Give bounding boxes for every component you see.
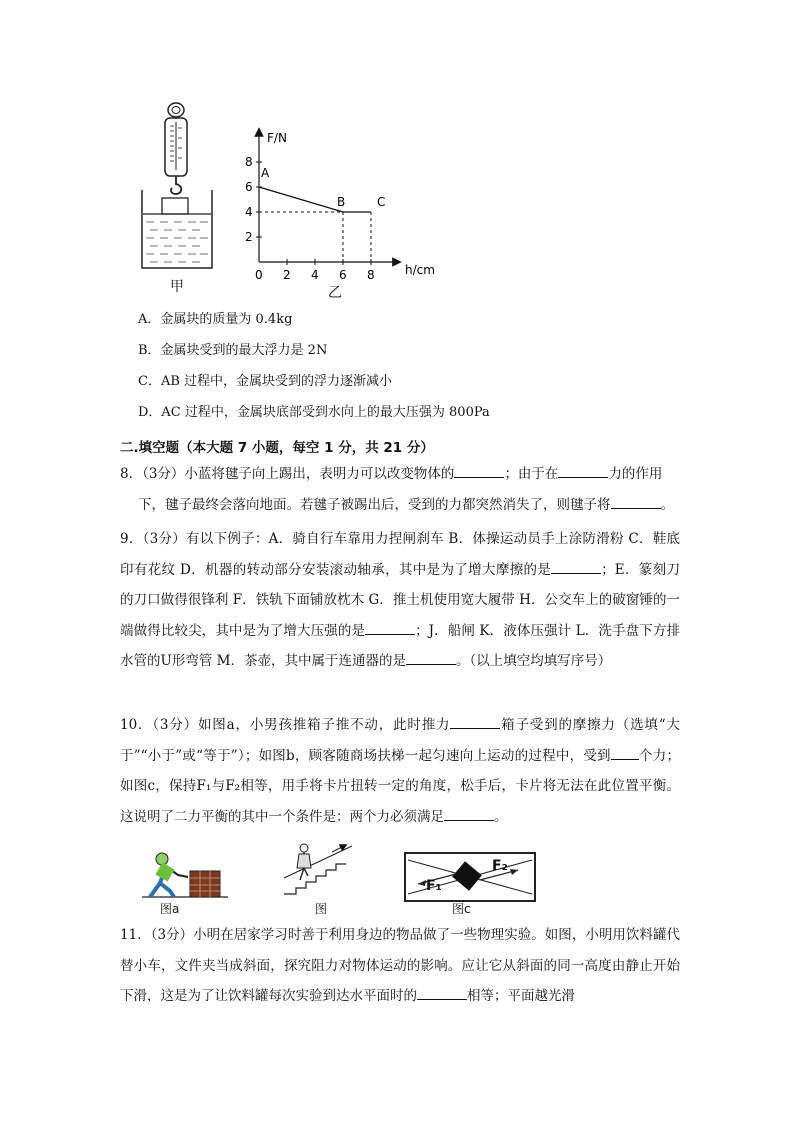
x-axis-label: h/cm (405, 263, 435, 277)
blank[interactable] (558, 463, 608, 478)
blank[interactable] (611, 745, 639, 760)
force-depth-graph (245, 98, 455, 298)
blank[interactable] (444, 806, 494, 821)
point-label-a: A (261, 166, 270, 180)
force-f2-label: F₂ (492, 858, 508, 874)
x-tick-label: 2 (283, 268, 291, 282)
blank[interactable] (454, 463, 504, 478)
question-9: 9．（3分）有以下例子：A．骑自行车靠用力捏闸刹车 B．体操运动员手上涂防滑粉 C．鞋底印有花纹 D．机器的转动部分安装滚动轴承，其中是为了增大摩擦的是 ；E．篆刻刀的刀口做得很锋利 F．铁轨下面铺放枕木 G．推土机使用宽大履带 H．公交车上的破窗锤的一端做得比较尖，其中是为了增大压强的是 ；J．船闸 K．液体压强计 L．洗手盘下方排水管的U形弯管 M．茶壶，其中属于连通器的是 。（以上填空均填写序号） (120, 531, 680, 669)
figure-c-card (404, 852, 536, 902)
point-label-c: C (377, 195, 386, 209)
y-tick-label: 6 (245, 180, 253, 194)
series-line (259, 187, 371, 212)
x-tick-label: 0 (255, 268, 263, 282)
option-b: B．金属块受到的最大浮力是 2N (138, 343, 328, 358)
blank[interactable] (417, 985, 467, 1000)
question-11: 11．（3分）小明在居家学习时善于利用身边的物品做了一些物理实验。如图，小明用饮料罐代替小车，文件夹当成斜面，探究阻力对物体运动的影响。应让它从斜面的同一高度由静止开始下滑，这是为了让饮料罐每次实验到达水平面时的 相等；平面越光滑 (120, 927, 680, 1004)
y-tick-label: 2 (245, 230, 253, 244)
figure-a-boy-pushing-box (140, 845, 230, 905)
option-c: C．AB 过程中，金属块受到的浮力逐渐减小 (138, 374, 393, 389)
section-title: 二.填空题（本大题 7 小题，每空 1 分，共 21 分） (120, 440, 434, 456)
figure-area (130, 98, 460, 301)
spring-scale-figure (130, 98, 230, 278)
blank[interactable] (406, 650, 456, 665)
figure-b-caption: 图 (315, 902, 328, 916)
figure-jia-label: 甲 (170, 279, 184, 295)
option-d: D．AC 过程中，金属块底部受到水向上的最大压强为 800Pa (138, 405, 490, 420)
y-tick-label: 8 (245, 155, 253, 169)
force-f1-label: F₁ (426, 878, 442, 894)
figure-c-caption: 图c (452, 902, 471, 916)
question-10: 10．（3分）如图a，小男孩推箱子推不动，此时推力 箱子受到的摩擦力（选填“大于”“小于”或“等于”）；如图b，顾客随商场扶梯一起匀速向上运动的过程中，受到 个力；如图c，保持F₁与F₂相等，用手将卡片扭转一定的角度，松手后，卡片将无法在此位置平衡。这说明了二力平衡的其中一个条件是：两个力必须满足 。 (120, 710, 680, 832)
x-tick-label: 6 (339, 268, 347, 282)
blank[interactable] (365, 620, 415, 635)
figure-a-caption: 图a (160, 902, 180, 916)
blank[interactable] (611, 494, 661, 509)
figure-b-escalator (282, 838, 362, 898)
blank[interactable] (551, 559, 601, 574)
y-tick-label: 4 (245, 205, 253, 219)
y-axis-label: F/N (267, 131, 287, 145)
blank[interactable] (450, 714, 500, 729)
question-8: 8．（3分）小蓝将毽子向上踢出，表明力可以改变物体的 ；由于在 力的作用 下，毽子最终会落向地面。若毽子被踢出后，受到的力都突然消失了，则毽子将 。 (120, 459, 680, 520)
x-tick-label: 8 (367, 268, 375, 282)
x-tick-label: 4 (311, 268, 319, 282)
figure-yi-label: 乙 (328, 285, 342, 301)
point-label-b: B (337, 195, 346, 209)
option-a: A．金属块的质量为 0.4kg (138, 312, 293, 327)
